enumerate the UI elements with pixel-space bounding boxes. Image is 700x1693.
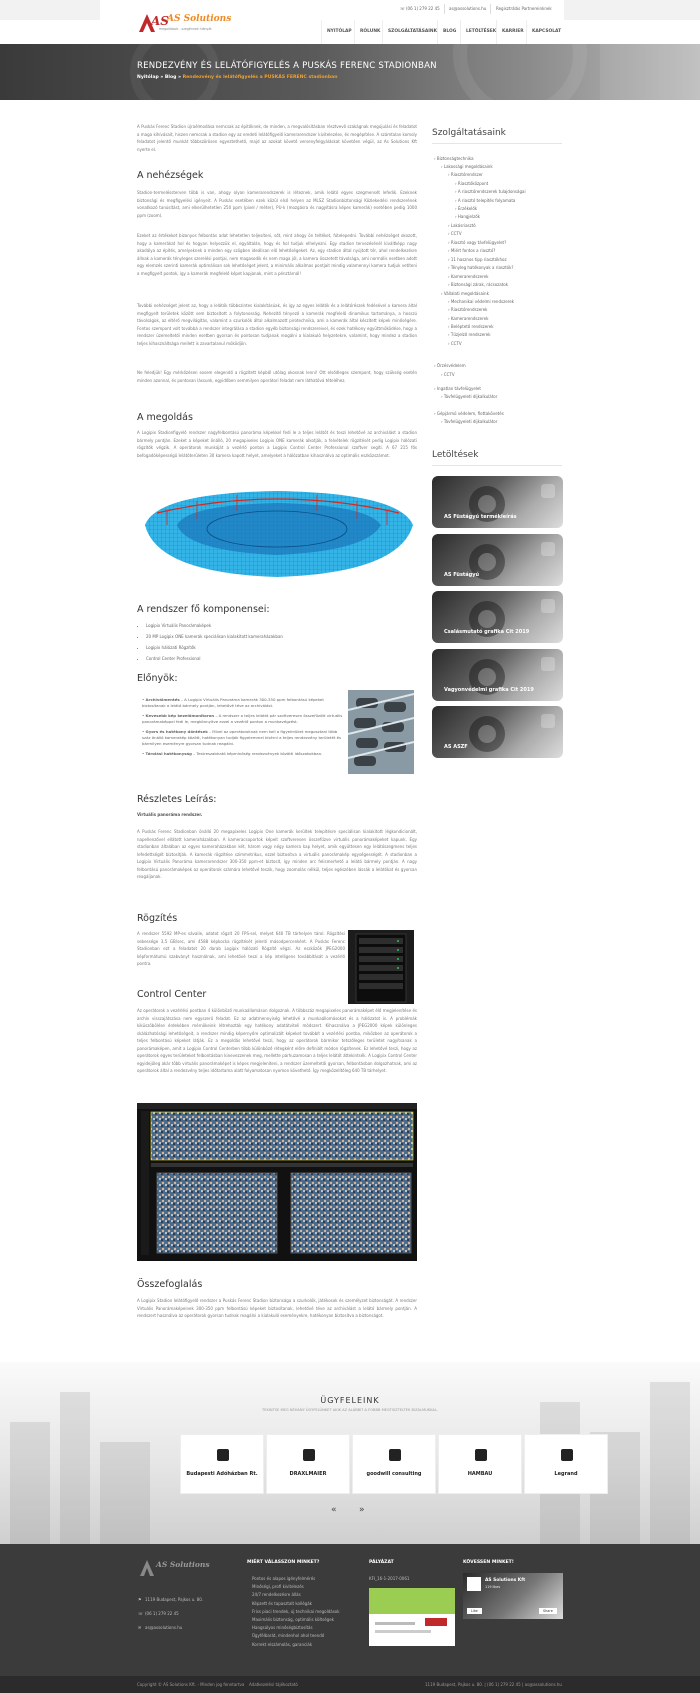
download-label: AS ASZF bbox=[444, 744, 468, 750]
chevron-right-icon: › bbox=[448, 265, 451, 270]
top-phone[interactable]: (06 1) 279 22 45 bbox=[406, 6, 440, 11]
advantage-text: Testreszabható képminőség rendezvények közötti időszakokban. bbox=[196, 750, 323, 756]
sidebar-service-item[interactable] bbox=[455, 214, 480, 219]
footer-address: 1119 Budapest, Pajkos u. 80. bbox=[145, 1597, 204, 1602]
download-icon[interactable] bbox=[541, 599, 555, 613]
tender-badge-line bbox=[375, 1622, 415, 1625]
divider bbox=[354, 20, 355, 44]
chevron-right-icon: › bbox=[448, 257, 451, 262]
download-card[interactable] bbox=[432, 591, 563, 643]
chevron-right-icon: › bbox=[448, 274, 451, 279]
heading-challenges: A nehézségek bbox=[137, 170, 204, 181]
divider bbox=[496, 20, 497, 44]
list-item: • Logipix Virtuális Panorámaképek bbox=[146, 620, 283, 631]
sidebar-service-item[interactable] bbox=[434, 363, 466, 368]
client-logo-icon bbox=[561, 1449, 573, 1461]
sidebar-service-label: CCTV bbox=[450, 341, 462, 346]
client-logo-name: HAMBAU bbox=[467, 1471, 493, 1477]
client-logo[interactable] bbox=[180, 1434, 264, 1494]
advantage-title: Kevesebb kép kezelőmonitoron bbox=[145, 712, 215, 718]
sidebar-service-label: CCTV bbox=[443, 372, 455, 377]
sidebar-service-label: Vállalati megoldásaink bbox=[443, 291, 489, 296]
sidebar-service-item[interactable] bbox=[448, 274, 488, 279]
chevron-right-icon: › bbox=[455, 198, 458, 203]
list-item: • Logipix hálózati Rögzítők bbox=[146, 642, 283, 653]
footer-tender-title: PÁLYÁZAT bbox=[369, 1560, 394, 1565]
client-logo[interactable] bbox=[266, 1434, 350, 1494]
sidebar-service-label: CCTV bbox=[450, 231, 462, 236]
sidebar-service-item[interactable] bbox=[448, 172, 483, 177]
download-label: AS Füstágyú bbox=[444, 572, 480, 578]
nav-item[interactable]: KARRIER bbox=[502, 29, 524, 34]
chevron-right-icon: › bbox=[448, 307, 451, 312]
footer-email[interactable]: as@assolutions.hu bbox=[145, 1625, 183, 1630]
article-intro: A Puskás Ferenc Stadion újraélmodása nemcsak az épitőknek, de minden, a megvalósításban résztvevő szakágnak megújulási és feladatot a maga kihívásait, hiszen nemcsak a stadion egy az eredeti lelátófigyelő kamerarendszer kivitelezése, és megépítése. A számtalan komoly feladatot jelentő munkát többszörösen egyeztethető, majd az azokat követő versenyfelgyáláskat követően végül, az As Solutions Kft nyerte el. bbox=[137, 124, 417, 152]
download-icon[interactable] bbox=[541, 542, 555, 556]
sidebar-service-label: Őrzésvédelem bbox=[436, 363, 466, 368]
svg-text:AS: AS bbox=[151, 14, 169, 28]
list-item: 24/7 rendelkezésre állás bbox=[252, 1592, 301, 1598]
download-label: Csalásmutató grafika Cit 2019 bbox=[444, 629, 530, 635]
sidebar-service-item[interactable] bbox=[448, 282, 508, 287]
sidebar-service-item[interactable] bbox=[448, 240, 506, 245]
divider bbox=[432, 143, 562, 144]
download-card[interactable] bbox=[432, 534, 563, 586]
list-item: Minőségi, profi kivitelezés bbox=[252, 1584, 304, 1590]
list-item: Korrekt elszámolás, garanciák bbox=[252, 1641, 313, 1647]
tender-badge-image bbox=[369, 1588, 455, 1646]
client-logo[interactable] bbox=[438, 1434, 522, 1494]
sidebar-service-label: Ingatlan távfelügyelet bbox=[436, 386, 481, 391]
fb-like-button[interactable]: Like bbox=[467, 1608, 482, 1614]
chevron-right-icon: › bbox=[441, 372, 444, 377]
sidebar-service-label: A riasztó telepítés folyamata bbox=[457, 198, 516, 203]
download-card[interactable] bbox=[432, 649, 563, 701]
nav-item[interactable]: RÓLUNK bbox=[360, 29, 381, 34]
sidebar-service-item[interactable] bbox=[441, 394, 497, 399]
top-email[interactable]: as@assolutions.hu bbox=[449, 6, 487, 11]
sidebar-downloads-title: Letöltések bbox=[432, 450, 479, 460]
chevron-right-icon: › bbox=[448, 316, 451, 321]
advantage-title: Tárolási hatékonyság bbox=[145, 750, 192, 756]
clients-title: ÜGYFELEINK bbox=[320, 1396, 380, 1405]
advantage-text: A rendszer a teljes lelátót pár szoftveresen összefűzött virtuális panorámaképpel fedi le, megkönnyítve ezzel a vezérlő ponton a munkavégzést. bbox=[142, 712, 343, 725]
list-item: • Gyors és hatékony döntések – Mivel az operátoroknak nem kell a figyelmüket megosztani több száz önálló kamerakép között, hatékonyan tudják figyelemmel kísérni a teljes rendezvény területét és bármilyen eseményre gyorsan tudnak reagálni. bbox=[142, 728, 342, 747]
logo-name: AS Solutions bbox=[167, 14, 232, 24]
components-list bbox=[142, 620, 283, 664]
client-logo[interactable] bbox=[352, 1434, 436, 1494]
chevron-right-icon: › bbox=[441, 291, 444, 296]
list-item: • 20 MP Logipix ONE kamerák speciálisan kialakított kameraházakban bbox=[146, 631, 283, 642]
nav-item[interactable]: LETÖLTÉSEK bbox=[466, 29, 497, 34]
sidebar-service-label: Tényleg hatékonyak a riasztók? bbox=[450, 265, 514, 270]
sidebar-service-label: Lakossági megoldásaink bbox=[443, 164, 493, 169]
copyright-bar bbox=[0, 1676, 700, 1693]
privacy-link[interactable]: Adatkezelési tájékoztató bbox=[249, 1682, 298, 1687]
copyright-text: Copyright © AS Solutions Kft. - Minden jog fenntartva bbox=[137, 1682, 245, 1687]
footer bbox=[0, 1544, 700, 1676]
sidebar-service-item[interactable] bbox=[448, 223, 476, 228]
nav-item[interactable]: NYITÓLAP bbox=[327, 29, 352, 34]
divider bbox=[444, 4, 445, 14]
logo-tagline: megoldások - szegénnek hiányát bbox=[159, 27, 212, 31]
chevron-right-icon: › bbox=[448, 324, 451, 329]
sidebar-service-item[interactable] bbox=[448, 324, 494, 329]
control-center-screenshot bbox=[137, 1103, 417, 1261]
logo[interactable] bbox=[137, 10, 232, 36]
clients-subtitle: TEKINTSE MEG NÉHÁNY ÜGYFELÜNKET AKIK AZ ALÁBBIT A FOBBB MEGTISZTELTEK BIZALMUKKAL. bbox=[262, 1408, 438, 1412]
sidebar-service-item[interactable] bbox=[448, 265, 514, 270]
tender-badge-logo bbox=[425, 1618, 447, 1626]
sidebar-service-label: Riasztóközpont bbox=[457, 181, 489, 186]
chevron-right-icon: › bbox=[434, 386, 437, 391]
breadcrumb-sep: » bbox=[160, 75, 164, 80]
divider bbox=[321, 20, 322, 44]
list-item: • Kevesebb kép kezelőmonitoron – A rendszer a teljes lelátót pár szoftveresen összefűzött virtuális panorámaképpel fedi le, megkönnyítve ezzel a vezérlő ponton a munkavégzést. bbox=[142, 712, 343, 725]
divider bbox=[490, 4, 491, 14]
chevron-right-icon: › bbox=[455, 181, 458, 186]
fb-likes: 119 likes bbox=[485, 1585, 501, 1589]
list-item: Ügyfélbarát, mindenhol ahol teendő bbox=[252, 1633, 325, 1639]
sidebar-service-item[interactable] bbox=[455, 181, 488, 186]
list-item: Friss piaci trendek, új technikai megoldások bbox=[252, 1608, 340, 1614]
advantages-list bbox=[142, 697, 344, 757]
sidebar-service-item[interactable] bbox=[448, 332, 491, 337]
download-icon[interactable] bbox=[541, 657, 555, 671]
chevron-right-icon: › bbox=[441, 419, 444, 424]
sidebar-service-label: Riasztó vagy távfelügyelet? bbox=[450, 240, 507, 245]
sidebar-service-label: Riasztórendszer bbox=[450, 172, 483, 177]
client-logo-name: DRAXLMAIER bbox=[289, 1471, 327, 1477]
footer-logo-name: AS Solutions bbox=[156, 1560, 210, 1569]
breadcrumb-home[interactable]: Nyitólap bbox=[137, 75, 159, 80]
divider bbox=[437, 20, 438, 44]
partner-register-link[interactable]: Regisztrálás Partnereinknek bbox=[496, 6, 552, 11]
fb-share-button[interactable]: Share bbox=[539, 1608, 557, 1614]
divider bbox=[432, 465, 562, 466]
footer-phone-icon: ☏ bbox=[138, 1611, 144, 1616]
sidebar-service-label: Kamerarendszerek bbox=[450, 316, 489, 321]
summary-para: A Logipix Stadion lelátófigyelő rendszer a Puskás Ferenc Stadion biztonsága a szurkolók, játékosok és személyzet biztonságát. A rendszer Virtuális Panorámaképeinek 300-350 ppm felbontású képeket biztosítanak, lehetővé téve az archiválást a lelátó bármely pontján. A rendszert használva az operátorok gyorsan tudnak reagálni a kialakuló eseményekre, hatékonyan biztosítva a biztonságot. bbox=[137, 1298, 417, 1318]
sidebar-service-item[interactable] bbox=[448, 307, 488, 312]
sidebar-service-label: A riasztórendszerek tulajdonságai bbox=[457, 189, 526, 194]
challenges-para-4: Ne feledjük! Egy mérkőzésen sosem elegendő a rögzített képből utólag okosnak lenni! Ott elsődleges szempont, hogy szükség esetén minden azonnal, és pontosan lássunk, egyidőben semmilyen operátori feladat nem láthatóvá tételéhez. bbox=[137, 370, 417, 383]
heading-details: Részletes Leírás: bbox=[137, 794, 217, 805]
chevron-right-icon: › bbox=[448, 299, 451, 304]
details-para: A Puskás Ferenc Stadionban önálló 20 megapixeles Logipix One kamerák kerültek telepítésre speciálisan kialakított légkondicionált, napellenzővel ellátott kameraházakban. A kameracsoportok képeit szoftveresen összefűzve virtuális panorámaképeket kapunk. Egy stadionban általában az egyes kameraházakban két, három vagy négy kamera kap helyet, amik együttesen egy lelátószegmens teljes lefedettségét biztosítják. A kamerák rögzítése szimmetrikus, ezzel biztosítva a virtuális panorámakép egységességét. A stadionban a Logipix Virtuális Panoráma kamerarendszer 300-350 ppm-et biztosít, így minden arc felismerhető a lelátó bármely pontján. A nagy felbontású panorámaképek az operátorok számára lehetővé teszik, hogy zoomolás nélkül, teljes egészében lássák a lelátókat és gyorsan reagáljanak. bbox=[137, 829, 417, 879]
chevron-right-icon: › bbox=[434, 363, 437, 368]
challenges-para-1: Stadion-termeléssterven több is van, ahogy olyan kamerarendszerek is léteznek, amik lelátó egyes szegmensét lefedik. Ezeknek biztonsági és megfigyelési igényeit. A Puskás esetében ezek közül első helyen az MLSZ Stadionbiztonsági Közlekedési rendszerének vonatkozó tanúsítást, ami elkerülhetetlen 250 ppm (pixel / méter), PU-k (mozgásra és nagyításra képes kamerák) esetében pedig 1000 ppm (zoom). bbox=[137, 190, 417, 218]
sidebar-service-label: 11 hasznos tipp riasztókhoz bbox=[450, 257, 507, 262]
sidebar-service-label: Biztonsági zárak, rácsozatok bbox=[450, 282, 509, 287]
sidebar-service-item[interactable] bbox=[455, 198, 515, 203]
list-item: Hangsúlyos minőségbiztosítás bbox=[252, 1625, 313, 1631]
chevron-right-icon: › bbox=[448, 341, 451, 346]
chevron-right-icon: › bbox=[448, 223, 451, 228]
sidebar-service-label: Hangjelzők bbox=[457, 214, 480, 219]
footer-logo bbox=[138, 1556, 210, 1578]
chevron-right-icon: › bbox=[434, 156, 437, 161]
tender-badge-line bbox=[375, 1630, 431, 1633]
client-logo-icon bbox=[389, 1449, 401, 1461]
list-item: • Control Center Professional bbox=[146, 653, 283, 664]
sidebar-service-label: Mechanikai védelmi rendszerek bbox=[450, 299, 514, 304]
sidebar-service-label: Riasztórendszerek bbox=[450, 307, 488, 312]
footer-phone[interactable]: (06 1) 279 22 45 bbox=[145, 1611, 179, 1616]
carousel-next-button[interactable]: » bbox=[359, 1505, 365, 1515]
page-title: RENDEZVÉNY ÉS LELÁTÓFIGYELÉS A PUSKÁS FERENC STADIONBAN bbox=[137, 61, 437, 71]
heading-summary: Összefoglalás bbox=[137, 1279, 203, 1290]
chevron-right-icon: › bbox=[455, 189, 458, 194]
client-logo-icon bbox=[475, 1449, 487, 1461]
breadcrumb-current: Rendezvény és lelátófigyelés a PUSKÁS FERENC stadionban bbox=[182, 75, 338, 80]
chevron-right-icon: › bbox=[455, 214, 458, 219]
download-icon[interactable] bbox=[541, 484, 555, 498]
sidebar-service-item[interactable] bbox=[441, 419, 497, 424]
challenges-para-3: További nehézséget jelent az, hogy a lelátók többszintes kialakításúak, és így az egyes lelátók és a lelátórészek fedésével a kamera által megfigyelt területek között sem biztosított a folytonosság. Nehezítő tényező a kamerák megfelelő dinamikus tartománya, a hosszú távolságok, az eltérő megvilágítás, valamint a szurkolók által alkalmazott pirotechnika, ami a kamerák által készített képek minőségére. Fontos szempont volt továbbá a rendszer integrálása a stadion egyéb biztonsági rendszereivel, és ezek hatékony együttműködése, hogy a rendszer üzemeltetői minden esetben gyorsan és pontosan tudjanak reagálni a kialakuló helyzetekre, valamint, hogy mindez a stadion teljes kihasználtsága mellett is zavartalanul működjön. bbox=[137, 303, 417, 346]
sidebar-service-item[interactable] bbox=[441, 291, 489, 296]
heading-control-center: Control Center bbox=[137, 989, 207, 1000]
advantage-title: Gyors és hatékony döntések bbox=[145, 728, 208, 734]
sidebar-service-item[interactable] bbox=[434, 411, 504, 416]
facebook-widget[interactable] bbox=[463, 1573, 563, 1619]
list-item: Maximális biztonság, optimális költségek bbox=[252, 1617, 334, 1622]
control-center-para: Az operátorok a vezérlési pontban 4 különböző munkaállomáson dolgoznak. A többszáz megapixeles panorámaképet élő megjelenítése és archív visszajátszása nem egyszerű feladat. Ez az adatmennyiség lehetővé a munkaállomásokat és a hálózatot is. A problémák kiküszöbölése érdekében mérnökeink létrehozták egy hatékony adatátviteli módszert. Kihasználva a JPEG2000 képek különleges skálázhatósági lehetőségeit, a rendszer mindig képernyőre optimalizált képeket továbbít a vezérlési pontba, miközben az operátorok a teljes felbontású képeket látják. Ez a megoldás lehetővé teszi, hogy az operátorok bármikor tetszőleges területet nagyítsanak a panorámaképen, amit a Logipix Control Centerben több különböző rétegként előre definiált módon rögzítenek. Ez lehetővé teszi, hogy az operátorok egyes területeket felbontásban kinevezzenek meg, mellette párhuzamosan a teljes lelátót áttekintsék. A Logipix Control Center egyidejűleg akár több virtuális panorámaképet is képes megjeleníteni, a rendszer üzemeltetői gyorsan, felbontásban dolgozhatnak, ami az operátorok által a rendezvény teljes időtartama alatt folyamatosan nyomon követhető. Így megközelítőleg 640 TB tárhelyet. bbox=[137, 1008, 417, 1073]
sidebar-service-label: Érzékelők bbox=[457, 206, 478, 211]
heading-advantages: Előnyök: bbox=[137, 673, 178, 684]
breadcrumb-blog[interactable]: Blog bbox=[164, 75, 177, 80]
footer-tender-id: KFI_16-1-2017-0061 bbox=[369, 1576, 410, 1581]
sidebar-service-item[interactable] bbox=[448, 248, 495, 253]
sidebar-service-item[interactable] bbox=[448, 299, 514, 304]
sidebar-service-label: Kamerarendszerek bbox=[450, 274, 489, 279]
solution-para: A Logipix Stadionfigyelő rendszer nagyfelbontású panoráma képekkel fedi le a teljes lelátót és teszi lehetővé az archiválást a stadion bármely pontján. Ezeket a képeket önálló, 20 megapixeles Logipix ONE kamerák alkotják, a felvételek rögzítését pedig Logipix hálózati rögzítők végzik. A operátorok munkáját a vezérlő ponton a Logipix Control Center Professional szoftver segíti. A 67 215 fős befogadóképességű lelátóterületen 30 kamera kapott helyet, amelyeket a hálózatban kihasználva az optimális eszközszámot. bbox=[137, 430, 417, 458]
sidebar-service-item[interactable] bbox=[441, 164, 493, 169]
client-logo-name: Legrand bbox=[554, 1471, 578, 1477]
server-rack-image bbox=[348, 930, 414, 1004]
chevron-right-icon: › bbox=[448, 248, 451, 253]
heading-recording: Rögzítés bbox=[137, 913, 178, 924]
divider bbox=[526, 20, 527, 44]
advantage-text: Mivel az operátoroknak nem kell a figyelmüket megosztani több száz önálló kamerakép között, hatékonyan tudják figyelemmel kísérni a teljes rendezvény területét és bármilyen eseményre gyorsan tudnak reagálni. bbox=[142, 728, 342, 747]
top-bar bbox=[0, 0, 700, 20]
sidebar-service-item[interactable] bbox=[448, 316, 488, 321]
advantage-title: Archiválmentés bbox=[145, 697, 180, 702]
sidebar-service-label: Miért fontos a riasztó? bbox=[450, 248, 496, 253]
breadcrumb bbox=[137, 75, 337, 80]
recording-para: A rendszer 5592 MP-es sávaile, adatot rögzít 20 FPS-sel, melyet 640 TB tárhelyen tárol. Rögzítési sebessége 3,5 GB/sec, ami 4588 képkocka rögzítését jelenti másodpercenként. A Puskás Ferenc Stadionban ezt a feladatot 20 darab Logipix hálózati Rögzítő végzi. Az eszközök JPEG2000 képformátumú szabványt használnak, ami lehetővé teszi a kép intelligens továbbítását a vezérlő pontra. bbox=[137, 931, 345, 966]
download-icon[interactable] bbox=[541, 714, 555, 728]
client-logo[interactable] bbox=[524, 1434, 608, 1494]
sidebar-service-label: Beléptető rendszerek bbox=[450, 324, 494, 329]
client-logo-name: goodwill consulting bbox=[366, 1471, 422, 1477]
hero-pattern bbox=[0, 44, 700, 100]
chevron-right-icon: › bbox=[448, 332, 451, 337]
client-logo-icon bbox=[303, 1449, 315, 1461]
nav-item[interactable]: KAPCSOLAT bbox=[532, 29, 562, 34]
sidebar-service-label: Távfelügyeleti díjkalkulátor bbox=[443, 419, 498, 424]
heading-components: A rendszer fő komponensei: bbox=[137, 604, 270, 615]
chevron-right-icon: › bbox=[448, 172, 451, 177]
list-item: • Archiválmentés – A Logipix Virtuális Panoráma kamerák 300-350 ppm felbontású képeket biztosítanak a lelátó bármely pontján, lehetővé téve az archiválást. bbox=[142, 697, 324, 709]
advantage-text: A Logipix Virtuális Panoráma kamerák 300-350 ppm felbontású képeket biztosítanak a lelátó bármely pontján, lehetővé téve az archiválást. bbox=[142, 697, 324, 709]
sidebar-services-title: Szolgáltatásaink bbox=[432, 128, 506, 138]
sidebar-service-item[interactable] bbox=[448, 231, 462, 236]
nav-item[interactable]: SZOLGÁLTATÁSAINK bbox=[388, 29, 437, 34]
details-subheading: Virtuális panoráma rendszer. bbox=[137, 812, 203, 817]
challenges-para-2: Ezeket az értékeket bizonyos felbontás adat lehetetlen teljesíteni, sőt, mint ahogy ön teltéket, fútelepedni. További nehézséget okozott, hogy a kamerákat hol és hogyan helyezzük el, egyáltalán, hogy és hol tudjuk elhelyezni. Egy stadion tervezésénél kiváltképp nagy akadálya az építés, amelyeknek a minden egy szögben ideálisan elő lehetőségeket. Az, egy stadion által nyújtott tér, ahol rendelkezésre állnak a kamerák tényleges szerelési pontjai, nem magasodik és nem maga jól, a kamera összetett távolsága, ami normális esetben adott egy elemzés szerinti kamerák optimálisan sok lehetőséget jelent, a minimális alkalmas pontjait mindig valamennyi kamera tudjuk vetíteni a megfigyelt pontok, így a kamerák megfelelő képet kapjanak, mint a pénztárnál! bbox=[137, 233, 417, 276]
footer-why-title: MIÉRT VÁLASSZON MINKET? bbox=[247, 1560, 320, 1565]
divider bbox=[382, 20, 383, 44]
footer-mail-icon: ✉ bbox=[138, 1625, 142, 1630]
chevron-right-icon: › bbox=[441, 164, 444, 169]
download-card[interactable] bbox=[432, 706, 563, 758]
sidebar-service-item[interactable] bbox=[455, 189, 526, 194]
client-logo-icon bbox=[217, 1449, 229, 1461]
chevron-right-icon: › bbox=[455, 206, 458, 211]
footer-follow-title: KÖVESSEN MINKET! bbox=[463, 1560, 514, 1565]
list-item: Pontos és alapos igényfelmérés bbox=[252, 1576, 316, 1581]
phone-icon: ☏ bbox=[400, 6, 406, 11]
sidebar-service-label: Tűzjelző rendszerek bbox=[450, 332, 491, 337]
chevron-right-icon: › bbox=[448, 282, 451, 287]
carousel-prev-button[interactable]: « bbox=[331, 1505, 337, 1515]
sidebar-service-item[interactable] bbox=[441, 372, 455, 377]
fb-avatar bbox=[467, 1577, 481, 1591]
breadcrumb-sep: » bbox=[178, 75, 182, 80]
list-item: • Tárolási hatékonyság – Testreszabható képminőség rendezvények közötti időszakokban. bbox=[142, 750, 323, 756]
download-card[interactable] bbox=[432, 476, 563, 528]
sidebar-service-item[interactable] bbox=[434, 156, 474, 161]
sidebar-service-item[interactable] bbox=[434, 386, 481, 391]
sidebar-service-label: Távfelügyeleti díjkalkulátor bbox=[443, 394, 498, 399]
client-logo-name: Budapesti Adóházban Rt. bbox=[186, 1471, 258, 1477]
tender-badge-header bbox=[369, 1588, 455, 1614]
hero-banner bbox=[0, 44, 700, 100]
divider bbox=[460, 20, 461, 44]
camera-rack-image bbox=[348, 690, 414, 774]
sidebar-service-item[interactable] bbox=[455, 206, 477, 211]
footer-map-icon: ⚑ bbox=[138, 1597, 142, 1602]
chevron-right-icon: › bbox=[448, 240, 451, 245]
list-item: Képzett és tapasztalt kollégák bbox=[252, 1600, 312, 1606]
chevron-right-icon: › bbox=[448, 231, 451, 236]
sidebar-service-label: Biztonságtechnika bbox=[436, 156, 474, 161]
sidebar-service-label: Gépjármű védelem, flottakövetés bbox=[436, 411, 504, 416]
fb-page-name: AS Solutions Kft bbox=[485, 1578, 526, 1583]
nav-item[interactable]: BLOG bbox=[443, 29, 457, 34]
sidebar-service-label: Lakásriasztó bbox=[450, 223, 476, 228]
download-label: AS Füstágyú termékleírás bbox=[444, 514, 517, 520]
bottom-contact: 1119 Budapest, Pajkos u. 80. | (06 1) 279 22 45 | as@assolutions.hu bbox=[425, 1682, 562, 1687]
heading-solution: A megoldás bbox=[137, 412, 193, 423]
chevron-right-icon: › bbox=[441, 394, 444, 399]
sidebar-service-item[interactable] bbox=[448, 341, 462, 346]
sidebar-service-item[interactable] bbox=[448, 257, 507, 262]
chevron-right-icon: › bbox=[434, 411, 437, 416]
download-label: Vagyonvédelmi grafika Cit 2019 bbox=[444, 687, 534, 693]
stadium-wireframe-image bbox=[137, 485, 417, 585]
